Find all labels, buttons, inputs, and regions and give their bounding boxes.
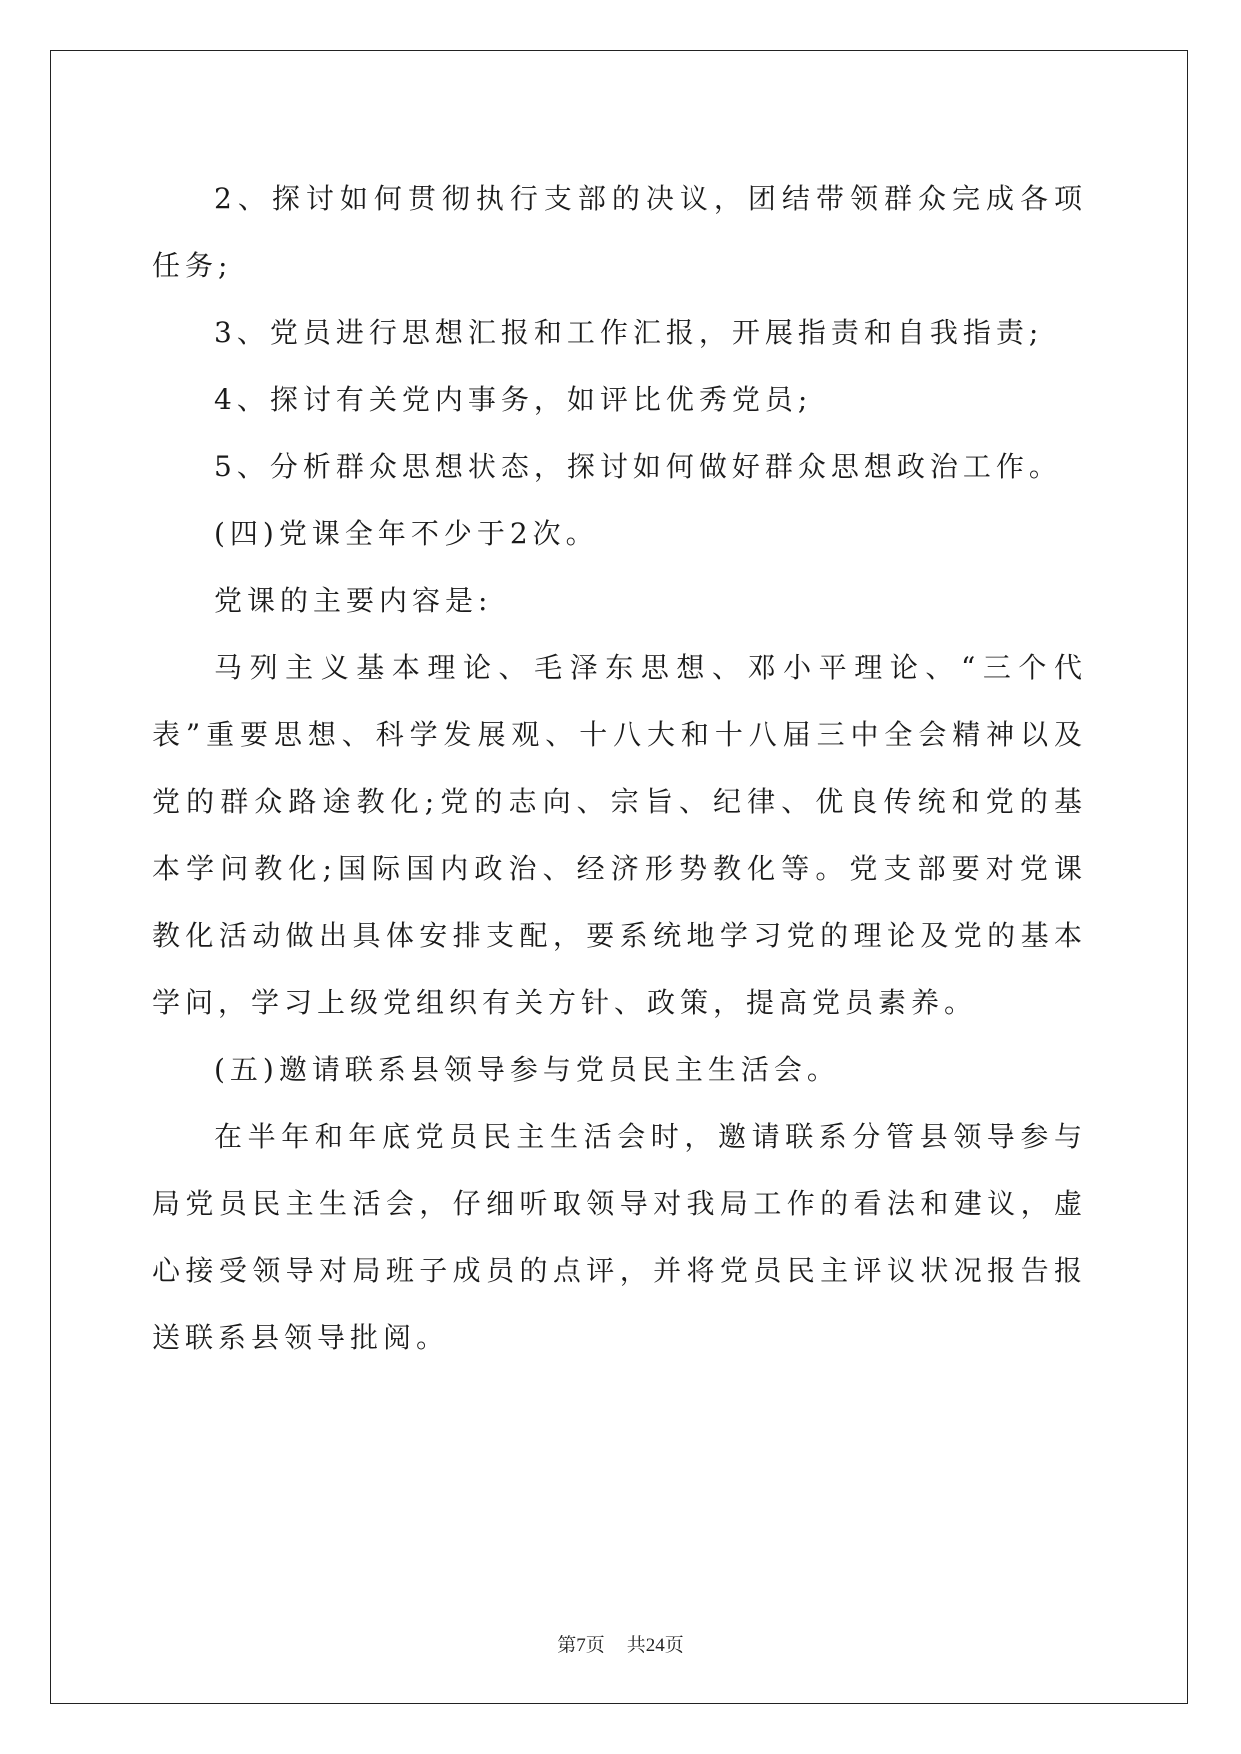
paragraph-content: 马列主义基本理论、毛泽东思想、邓小平理论、“三个代 表”重要思想、科学发展观、十八大和十八届三中全会精神以及党的群众路途教化;党的志向、宗旨、纪律、优良传统和党的基本学问教化;国际国内政治、经济形势教化等。党支部要对党课教化活动做出具体安排支配，要系统地学习党的理论及党的基本学问，学习上级党组织有关方针、政策，提高党员素养。 <box>152 651 1087 1019</box>
paragraph-intro: 党课的主要内容是: <box>214 584 493 617</box>
section-heading-5: (五)邀请联系县领导参与党员民主生活会。 <box>214 1053 840 1086</box>
paragraph-item-2: 2、探讨如何贯彻执行支部的决议，团结带领群众完成各项任务; <box>152 182 1087 282</box>
paragraph-item-4: 4、探讨有关党内事务，如评比优秀党员; <box>214 383 813 416</box>
paragraph-meeting: 在半年和年底党员民主生活会时，邀请联系分管县领导参与局党员民主生活会，仔细听取领导对我局工作的看法和建议，虚心接受领导对局班子成员的点评，并将党员民主评议状况报告报送联系县领导批阅。 <box>152 1120 1087 1354</box>
paragraph-item-5: 5、分析群众思想状态，探讨如何做好群众思想政治工作。 <box>214 450 1062 483</box>
paragraph-item-3: 3、党员进行思想汇报和工作汇报，开展指责和自我指责; <box>214 316 1044 349</box>
page-footer <box>0 1630 1241 1657</box>
page-number: 第7页 <box>557 1635 605 1656</box>
page-total: 共24页 <box>626 1635 684 1656</box>
document-body <box>152 165 1087 1371</box>
section-heading-4: (四)党课全年不少于2次。 <box>214 517 599 550</box>
